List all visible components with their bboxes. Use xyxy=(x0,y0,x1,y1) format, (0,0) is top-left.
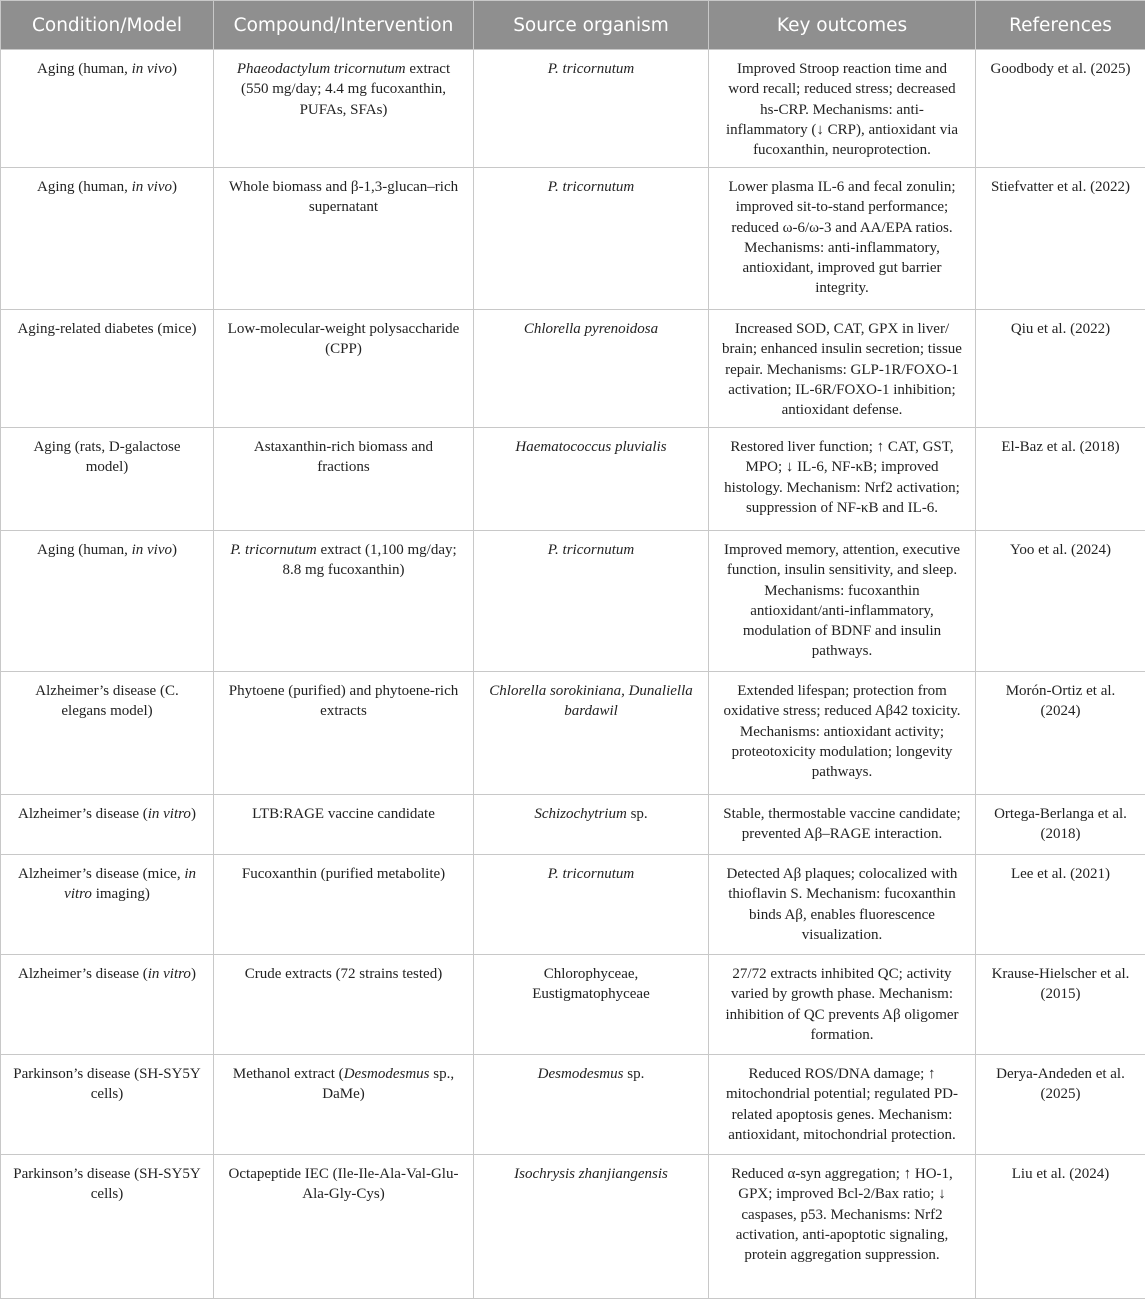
text: Alzheimer’s disease (mice, xyxy=(18,866,185,882)
text: Phytoene (purified) and phytoene-rich extracts xyxy=(228,683,459,720)
text: Alzheimer’s disease ( xyxy=(18,806,148,822)
text: imaging) xyxy=(91,886,150,903)
text: Aging-related diabetes (mice) xyxy=(17,321,197,337)
text: El-Baz et al. (2018) xyxy=(1001,439,1120,455)
reference-cell xyxy=(976,168,1145,310)
italic-text: Isochrysis zhanjiangensis xyxy=(514,1166,668,1182)
condition-cell xyxy=(1,1055,214,1155)
text: Improved memory, attention, executive function, insulin sensitivity, and sleep. Mechanisms: fucoxanthin antioxidant/anti-inflammatory, modulation of BDNF and insulin pathways. xyxy=(723,542,961,660)
table-row xyxy=(1,672,1145,795)
header-compound: Compound/Intervention xyxy=(214,1,474,50)
source-cell xyxy=(474,672,709,795)
condition-cell xyxy=(1,1155,214,1299)
outcomes-cell xyxy=(709,795,976,855)
text: Lee et al. (2021) xyxy=(1010,866,1111,882)
text: Aging (rats, D-galactose model) xyxy=(33,439,181,476)
text: Reduced ROS/DNA damage; ↑ mitochondrial potential; regulated PD-related apoptosis genes. Mechanism: antioxidant, mitochondrial protection. xyxy=(725,1066,959,1143)
italic-text: Phaeodactylum tricornutum xyxy=(236,61,406,77)
source-cell xyxy=(474,1055,709,1155)
text: Extended lifespan; protection from oxidative stress; reduced Aβ42 toxicity. Mechanisms: antioxidant activity; proteotoxicity modulation; longevity pathways. xyxy=(723,683,961,781)
text: Aging (human, xyxy=(37,542,132,558)
source-cell xyxy=(474,955,709,1055)
text: Stable, thermostable vaccine candidate; prevented Aβ–RAGE interaction. xyxy=(723,806,961,843)
compound-cell xyxy=(214,672,474,795)
compound-cell xyxy=(214,531,474,672)
italic-text: Chlorella sorokiniana, Dunaliella bardawil xyxy=(489,683,693,720)
table-body xyxy=(1,50,1145,1299)
text: Low-molecular-weight polysaccharide (CPP) xyxy=(227,321,460,358)
reference-cell xyxy=(976,428,1145,531)
outcomes-cell xyxy=(709,855,976,955)
source-cell xyxy=(474,531,709,672)
reference-cell xyxy=(976,531,1145,672)
italic-text: P. tricornutum xyxy=(547,61,635,77)
reference-cell xyxy=(976,795,1145,855)
outcomes-cell xyxy=(709,50,976,168)
header-references: References xyxy=(976,1,1145,50)
italic-text: Schizochytrium xyxy=(534,806,627,822)
text: Alzheimer’s disease ( xyxy=(18,966,148,982)
reference-cell xyxy=(976,50,1145,168)
outcomes-cell xyxy=(709,955,976,1055)
table-row xyxy=(1,50,1145,168)
text: Chlorophyceae, Eustigmatophyceae xyxy=(532,966,650,1003)
condition-cell xyxy=(1,795,214,855)
italic-text: in vitro xyxy=(64,866,196,903)
source-cell xyxy=(474,310,709,428)
table-row xyxy=(1,310,1145,428)
reference-cell xyxy=(976,1155,1145,1299)
italic-text: Desmodesmus xyxy=(343,1066,430,1082)
text: Aging (human, xyxy=(37,61,132,77)
compound-cell xyxy=(214,50,474,168)
text: extract (550 mg/day; 4.4 mg fucoxanthin, PUFAs, SFAs) xyxy=(241,61,451,118)
compound-cell xyxy=(214,855,474,955)
source-cell xyxy=(474,1155,709,1299)
italic-text: in vivo xyxy=(131,542,172,558)
italic-text: Haematococcus pluvialis xyxy=(515,439,667,455)
text: sp. xyxy=(626,806,648,822)
compound-cell xyxy=(214,955,474,1055)
text: Goodbody et al. (2025) xyxy=(990,61,1131,77)
reference-cell xyxy=(976,855,1145,955)
text: Fucoxanthin (purified metabolite) xyxy=(241,866,446,882)
text: Krause-Hielscher et al. (2015) xyxy=(991,966,1130,1003)
italic-text: P. tricornutum xyxy=(547,866,635,882)
table-row xyxy=(1,795,1145,855)
text: Ortega-Berlanga et al. (2018) xyxy=(994,806,1127,843)
text: sp. xyxy=(623,1066,645,1082)
text: Parkinson’s disease (SH-SY5Y cells) xyxy=(13,1166,201,1203)
compound-cell xyxy=(214,428,474,531)
text: Crude extracts (72 strains tested) xyxy=(244,966,443,982)
table-row xyxy=(1,855,1145,955)
compound-cell xyxy=(214,795,474,855)
outcomes-cell xyxy=(709,168,976,310)
italic-text: Desmodesmus xyxy=(537,1066,624,1082)
text: LTB:RAGE vaccine candidate xyxy=(252,806,435,822)
italic-text: in vitro xyxy=(147,806,191,822)
italic-text: P. tricornutum xyxy=(230,542,317,558)
text: Octapeptide IEC (Ile-Ile-Ala-Val-Glu-Ala-Gly-Cys) xyxy=(228,1166,459,1203)
outcomes-cell xyxy=(709,428,976,531)
reference-cell xyxy=(976,1055,1145,1155)
outcomes-cell xyxy=(709,1155,976,1299)
text: Qiu et al. (2022) xyxy=(1010,321,1111,337)
text: Detected Aβ plaques; colocalized with thioflavin S. Mechanism: fucoxanthin binds Aβ, enables fluorescence visualization. xyxy=(726,866,958,943)
table-row xyxy=(1,1055,1145,1155)
outcomes-cell xyxy=(709,672,976,795)
condition-cell xyxy=(1,955,214,1055)
text: Methanol extract ( xyxy=(232,1066,344,1082)
table-row xyxy=(1,168,1145,310)
condition-cell xyxy=(1,428,214,531)
text: Astaxanthin-rich biomass and fractions xyxy=(253,439,434,476)
text: ) xyxy=(190,806,196,822)
source-cell xyxy=(474,855,709,955)
outcomes-cell xyxy=(709,1055,976,1155)
condition-cell xyxy=(1,672,214,795)
text: ) xyxy=(171,179,177,195)
text: Increased SOD, CAT, GPX in liver/ brain; enhanced insulin secretion; tissue repair. Mechanisms: GLP-1R/FOXO-1 activation; IL-6R/FOXO-1 inhibition; antioxidant defense. xyxy=(722,321,962,419)
text: Yoo et al. (2024) xyxy=(1010,542,1111,558)
text: sp., DaMe) xyxy=(322,1066,455,1103)
reference-cell xyxy=(976,955,1145,1055)
text: ) xyxy=(171,542,177,558)
condition-cell xyxy=(1,50,214,168)
italic-text: in vitro xyxy=(147,966,191,982)
text: Liu et al. (2024) xyxy=(1011,1166,1110,1182)
text: Reduced α-syn aggregation; ↑ HO-1, GPX; improved Bcl-2/Bax ratio; ↓ caspases, p53. Mechanisms: Nrf2 activation, anti-apoptotic signaling, protein aggregation suppression. xyxy=(731,1166,953,1264)
reference-cell xyxy=(976,672,1145,795)
text: Alzheimer’s disease (C. elegans model) xyxy=(35,683,179,720)
table-row xyxy=(1,531,1145,672)
condition-cell xyxy=(1,168,214,310)
reference-cell xyxy=(976,310,1145,428)
text: 27/72 extracts inhibited QC; activity varied by growth phase. Mechanism: inhibition of QC prevents Aβ oligomer formation. xyxy=(725,966,959,1043)
source-cell xyxy=(474,50,709,168)
header-condition: Condition/Model xyxy=(1,1,214,50)
outcomes-cell xyxy=(709,531,976,672)
text: ) xyxy=(171,61,177,77)
compound-cell xyxy=(214,1055,474,1155)
source-cell xyxy=(474,168,709,310)
condition-cell xyxy=(1,310,214,428)
table-row xyxy=(1,1155,1145,1299)
source-cell xyxy=(474,795,709,855)
italic-text: P. tricornutum xyxy=(547,542,635,558)
text: Whole biomass and β-1,3-glucan–rich supernatant xyxy=(228,179,459,216)
text: extract (1,100 mg/day; 8.8 mg fucoxanthin) xyxy=(282,542,457,579)
condition-cell xyxy=(1,855,214,955)
text: Aging (human, xyxy=(37,179,132,195)
italic-text: in vivo xyxy=(131,61,172,77)
text: Parkinson’s disease (SH-SY5Y cells) xyxy=(13,1066,201,1103)
header-source: Source organism xyxy=(474,1,709,50)
text: Derya-Andeden et al. (2025) xyxy=(996,1066,1125,1103)
text: Improved Stroop reaction time and word recall; reduced stress; decreased hs-CRP. Mechanisms: anti-inflammatory (↓ CRP), antioxidant via fucoxanthin, neuroprotection. xyxy=(725,61,959,159)
italic-text: Chlorella pyrenoidosa xyxy=(523,321,659,337)
text: Restored liver function; ↑ CAT, GST, MPO; ↓ IL-6, NF-κB; improved histology. Mechanism: Nrf2 activation; suppression of NF-κB and IL-6. xyxy=(724,439,960,516)
outcomes-cell xyxy=(709,310,976,428)
table-row xyxy=(1,428,1145,531)
header-row xyxy=(1,1,1145,50)
text: Morón-Ortiz et al. (2024) xyxy=(1005,683,1116,720)
text: Stiefvatter et al. (2022) xyxy=(990,179,1131,195)
source-cell xyxy=(474,428,709,531)
header-outcomes: Key outcomes xyxy=(709,1,976,50)
compound-cell xyxy=(214,168,474,310)
italic-text: P. tricornutum xyxy=(547,179,635,195)
text: ) xyxy=(190,966,196,982)
condition-cell xyxy=(1,531,214,672)
table-row xyxy=(1,955,1145,1055)
compound-cell xyxy=(214,1155,474,1299)
text: Lower plasma IL-6 and fecal zonulin; improved sit-to-stand performance; reduced ω-6/ω-3 and AA/EPA ratios. Mechanisms: anti-inflammatory, antioxidant, improved gut barrier integrity. xyxy=(728,179,956,297)
italic-text: in vivo xyxy=(131,179,172,195)
compound-cell xyxy=(214,310,474,428)
